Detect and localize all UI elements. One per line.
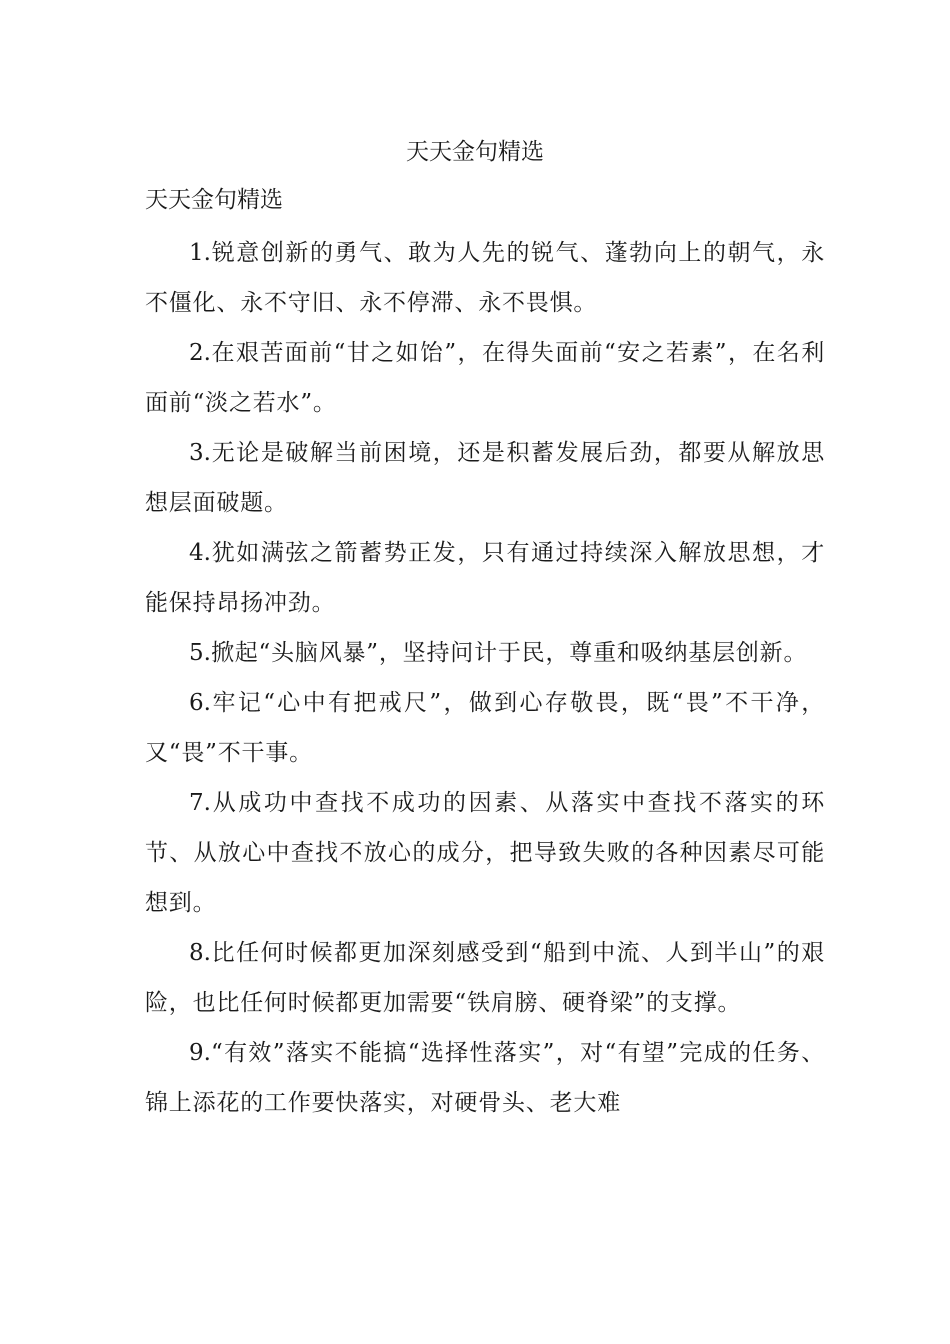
quote-paragraph [145, 228, 825, 328]
paragraph-number: 6. [189, 690, 211, 716]
quote-paragraph [145, 428, 825, 528]
paragraph-number: 5. [189, 640, 211, 666]
page-title: 天天金句精选 [406, 139, 544, 165]
paragraph-text: 锐意创新的勇气、敢为人先的锐气、蓬勃向上的朝气，永不僵化、永不守旧、永不停滞、永不畏惧。 [145, 240, 825, 316]
quote-paragraph [145, 928, 825, 1028]
paragraph-number: 3. [189, 440, 211, 466]
quote-paragraph [145, 1028, 825, 1128]
paragraph-text: 在艰苦面前“甘之如饴”，在得失面前“安之若素”，在名利面前“淡之若水”。 [145, 340, 825, 416]
quote-paragraph [145, 528, 825, 628]
document-subtitle: 天天金句精选 [145, 187, 283, 213]
quote-paragraph [145, 778, 825, 928]
quote-paragraph [145, 628, 825, 678]
paragraph-text: 无论是破解当前困境，还是积蓄发展后劲，都要从解放思想层面破题。 [145, 440, 825, 516]
paragraph-text: 比任何时候都更加深刻感受到“船到中流、人到半山”的艰险，也比任何时候都更加需要“铁肩膀、硬脊梁”的支撑。 [145, 940, 825, 1016]
paragraph-text: “有效”落实不能搞“选择性落实”，对“有望”完成的任务、锦上添花的工作要快落实，对硬骨头、老大难 [145, 1040, 825, 1116]
paragraph-number: 9. [189, 1040, 211, 1066]
quote-paragraph [145, 678, 825, 778]
paragraph-text: 掀起“头脑风暴”，坚持问计于民，尊重和吸纳基层创新。 [210, 640, 808, 666]
paragraph-number: 1. [189, 240, 211, 266]
paragraph-text: 从成功中查找不成功的因素、从落实中查找不落实的环节、从放心中查找不放心的成分，把导致失败的各种因素尽可能想到。 [145, 790, 825, 916]
paragraph-number: 2. [189, 340, 211, 366]
paragraph-number: 4. [189, 540, 211, 566]
paragraph-text: 犹如满弦之箭蓄势正发，只有通过持续深入解放思想，才能保持昂扬冲劲。 [145, 540, 825, 616]
paragraph-text: 牢记“心中有把戒尺”，做到心存敬畏，既“畏”不干净，又“畏”不干事。 [145, 690, 825, 766]
paragraph-number: 7. [189, 790, 211, 816]
paragraph-number: 8. [189, 940, 211, 966]
quote-paragraph [145, 328, 825, 428]
document-body [145, 228, 825, 1128]
